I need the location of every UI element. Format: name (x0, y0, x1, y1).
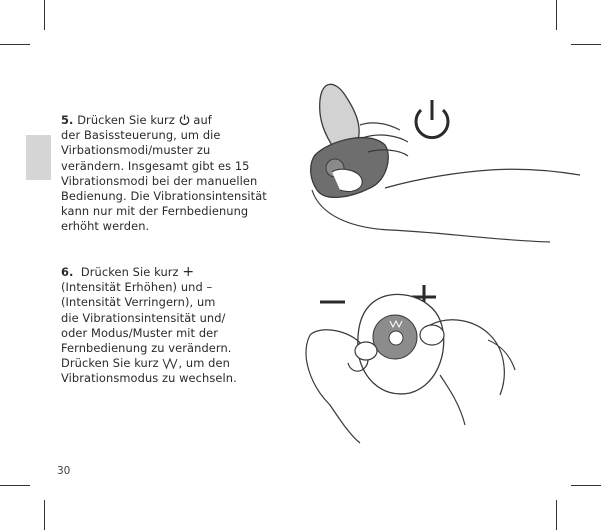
crop-mark (0, 485, 30, 486)
crop-mark (571, 485, 601, 486)
crop-mark (44, 500, 45, 530)
crop-mark (571, 44, 601, 45)
crop-mark (44, 0, 45, 30)
illustration-hand-device (290, 70, 590, 270)
thumb-right (420, 325, 444, 345)
step6-number: 6. (61, 265, 74, 279)
page-number: 30 (57, 465, 71, 477)
step5-text: 5. Drücken Sie kurz auf der Basissteuerung, um die Virbationsmodi/muster zu verändern. Insgesamt gibt es 15 Vibrationsmodi bei der manuellen Bedienung. Die Vibrationsintensität kann nur mit der Fernbedienung erhöht werden. (61, 113, 267, 234)
power-icon (416, 100, 448, 138)
crop-mark (556, 0, 557, 30)
plus-symbol: + (182, 264, 195, 280)
thumb-left (355, 342, 377, 360)
step6-text: 6. Drücken Sie kurz + (Intensität Erhöhen) und – (Intensität Verringern), um die Vibrationsintensität und/ oder Modus/Muster mit der Fernbedienung zu verändern. Drücken Sie kurz , um den Vibrationsmodus zu wechseln. (61, 264, 237, 386)
step5-number: 5. (61, 113, 74, 127)
remote-center-button (389, 331, 403, 345)
crop-mark (0, 44, 30, 45)
illustration-remote (290, 275, 530, 445)
power-icon (179, 114, 190, 126)
side-tab (26, 135, 51, 180)
crop-mark (556, 500, 557, 530)
wave-icon (162, 358, 178, 369)
